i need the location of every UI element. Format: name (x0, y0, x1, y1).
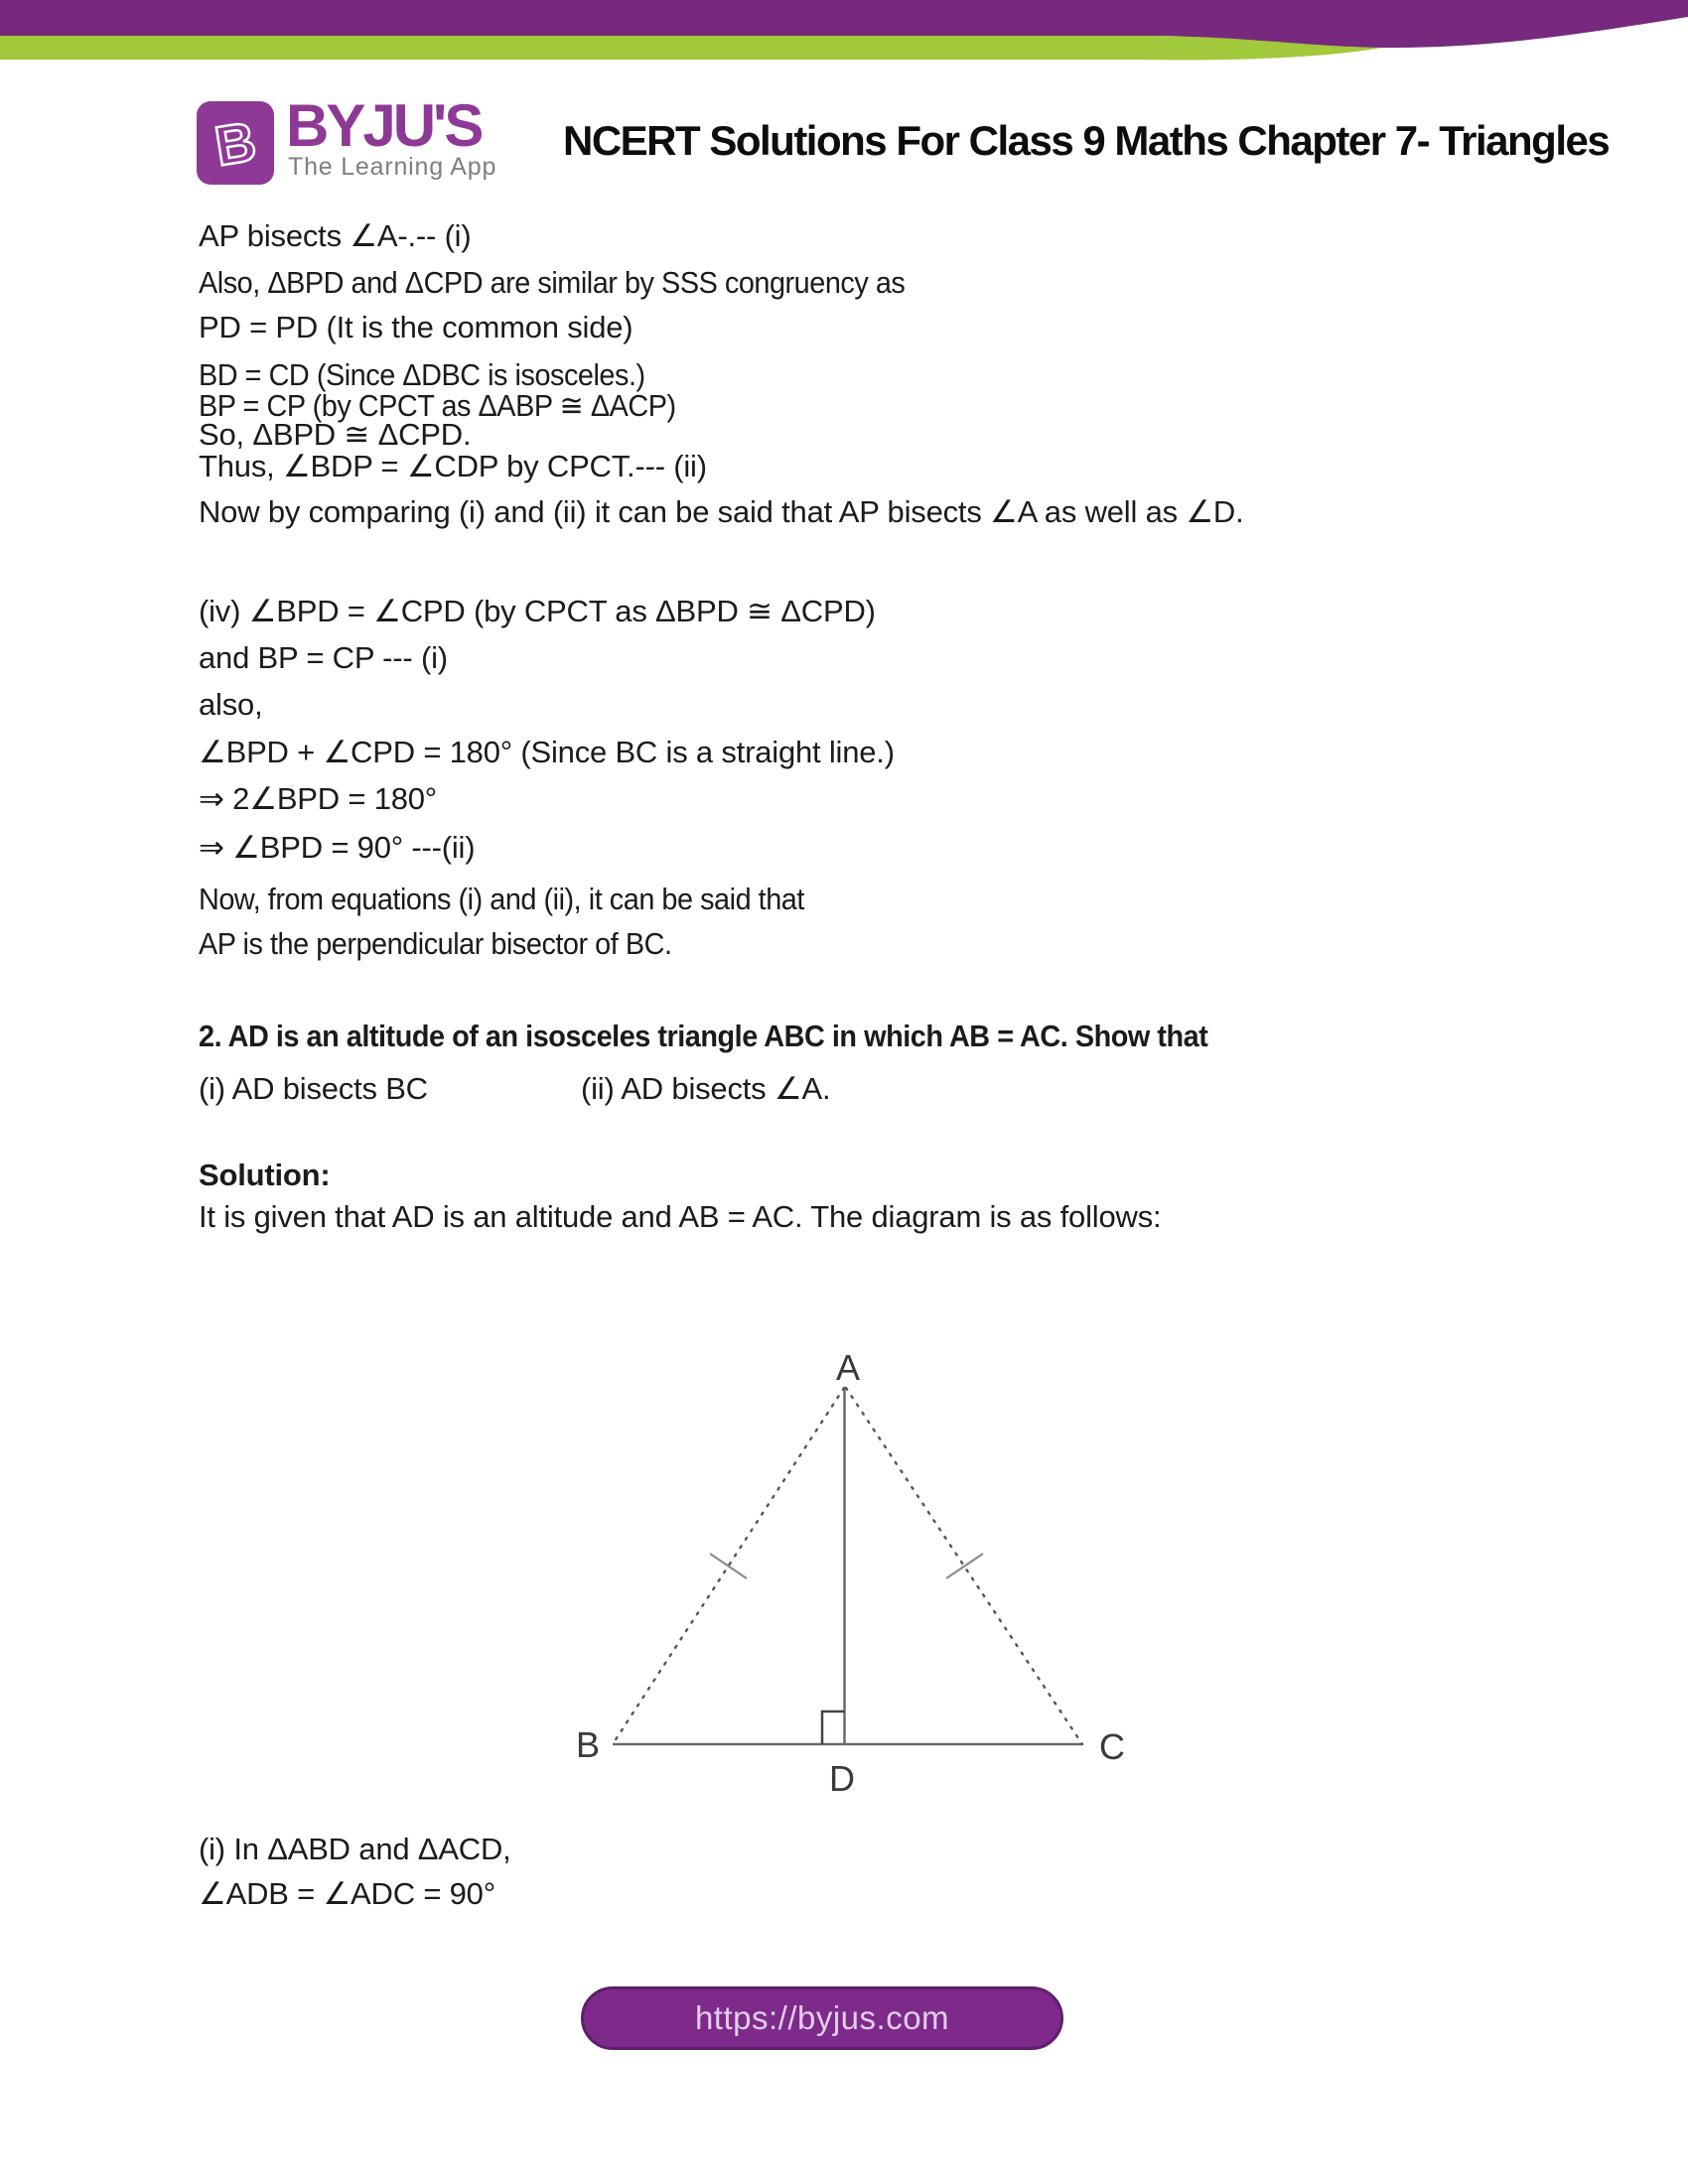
solution-line: BP = CP (by CPCT as ΔABP ≅ ΔACP) (199, 388, 676, 423)
solution-line: ⇒ 2∠BPD = 180° (199, 781, 438, 816)
solution-line: ∠ADB = ∠ADC = 90° (199, 1876, 495, 1911)
solution-line: PD = PD (It is the common side) (199, 310, 633, 344)
solution-line: (i) In ΔABD and ΔACD, (199, 1832, 511, 1866)
page-title: NCERT Solutions For Class 9 Maths Chapter 7- Triangles (563, 117, 1610, 164)
solution-line: AP bisects ∠A-.-- (i) (199, 218, 472, 253)
question-2-heading: 2. AD is an altitude of an isosceles triangle ABC in which AB = AC. Show that (199, 1019, 1208, 1053)
solution-line: (iv) ∠BPD = ∠CPD (by CPCT as ΔBPD ≅ ΔCPD) (199, 594, 876, 628)
solution-line: BD = CD (Since ΔDBC is isosceles.) (199, 357, 645, 392)
question-2-part-ii: (ii) AD bisects ∠A. (581, 1071, 831, 1106)
solution-intro: It is given that AD is an altitude and AB = AC. The diagram is as follows: (199, 1199, 1162, 1234)
solution-line: Now, from equations (i) and (ii), it can be said that (199, 882, 804, 916)
byjus-url-button[interactable] (581, 1986, 1063, 2050)
solution-line: ⇒ ∠BPD = 90° ---(ii) (199, 830, 476, 865)
byjus-url-text: https://byjus.com (694, 1999, 950, 2036)
solution-line: and BP = CP --- (i) (199, 640, 448, 675)
byjus-b-icon (197, 101, 274, 185)
vertex-label-b: B (575, 1724, 601, 1765)
solution-line: Thus, ∠BDP = ∠CDP by CPCT.--- (ii) (199, 449, 707, 483)
solution-label: Solution: (199, 1158, 331, 1192)
byjus-wordmark: BYJU'S (286, 92, 482, 159)
right-angle-marker (822, 1711, 845, 1744)
byjus-logo (197, 92, 497, 194)
tick-ab (710, 1554, 747, 1578)
vertex-label-a: A (835, 1347, 861, 1388)
byjus-tagline: The Learning App (288, 153, 497, 181)
question-2-part-i: (i) AD bisects BC (199, 1071, 428, 1106)
tick-ac (946, 1554, 983, 1578)
svg-text:B: B (211, 109, 260, 178)
vertex-label-d: D (829, 1758, 855, 1799)
vertex-label-c: C (1099, 1726, 1125, 1767)
isosceles-triangle-diagram (536, 1340, 1172, 1807)
solution-line: ∠BPD + ∠CPD = 180° (Since BC is a straight line.) (199, 735, 895, 769)
solution-line: So, ΔBPD ≅ ΔCPD. (199, 417, 472, 452)
solution-line: also, (199, 687, 263, 722)
solution-line: Also, ΔBPD and ΔCPD are similar by SSS congruency as (199, 265, 906, 300)
solution-line: Now by comparing (i) and (ii) it can be said that AP bisects ∠A as well as ∠D. (199, 494, 1244, 529)
solution-line: AP is the perpendicular bisector of BC. (199, 926, 672, 961)
green-band (0, 36, 1382, 61)
